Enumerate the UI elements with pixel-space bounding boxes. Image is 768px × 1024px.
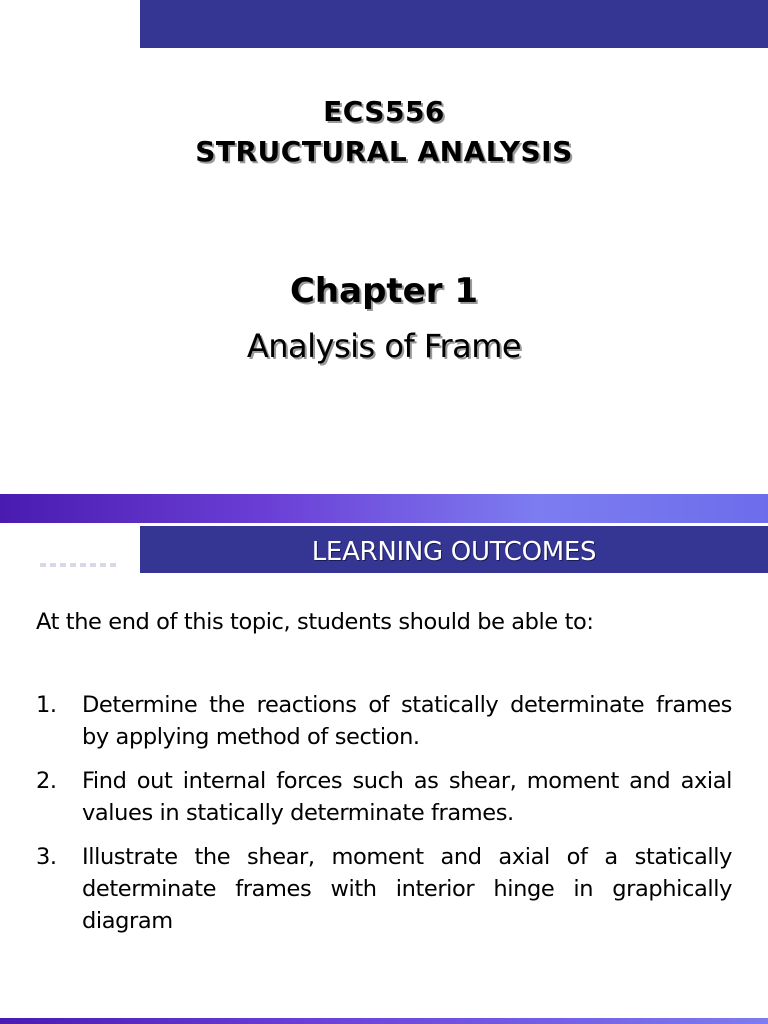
faint-watermark <box>40 563 120 567</box>
outcome-number: 3. <box>36 844 57 870</box>
outcome-item <box>36 689 732 753</box>
outcome-item <box>36 765 732 829</box>
chapter-title: Chapter 1 <box>289 271 478 311</box>
outcome-text: Illustrate the shear, moment and axial of a statically determinate frames with interior hinge in graphically diagram <box>82 844 732 934</box>
outcome-item <box>36 841 732 937</box>
slide-separator <box>0 494 768 523</box>
bottom-accent-line <box>0 1018 768 1024</box>
course-name: STRUCTURAL ANALYSIS <box>195 135 573 168</box>
course-heading <box>0 92 768 172</box>
title-slide <box>0 0 768 494</box>
outcome-text: Determine the reactions of statically determinate frames by applying method of section. <box>82 692 732 750</box>
course-code: ECS556 <box>323 95 445 128</box>
learning-outcomes-slide <box>0 523 768 1024</box>
chapter-subtitle: Analysis of Frame <box>246 327 522 365</box>
intro-text: At the end of this topic, students should be able to: <box>36 609 594 635</box>
learning-outcomes-title: LEARNING OUTCOMES <box>311 537 597 567</box>
outcome-text: Find out internal forces such as shear, moment and axial values in statically determinate frames. <box>82 768 732 826</box>
learning-outcomes-header-bar <box>140 526 768 573</box>
outcome-number: 2. <box>36 768 57 794</box>
outcomes-list <box>36 689 732 949</box>
outcome-number: 1. <box>36 692 57 718</box>
top-header-bar <box>140 0 768 48</box>
